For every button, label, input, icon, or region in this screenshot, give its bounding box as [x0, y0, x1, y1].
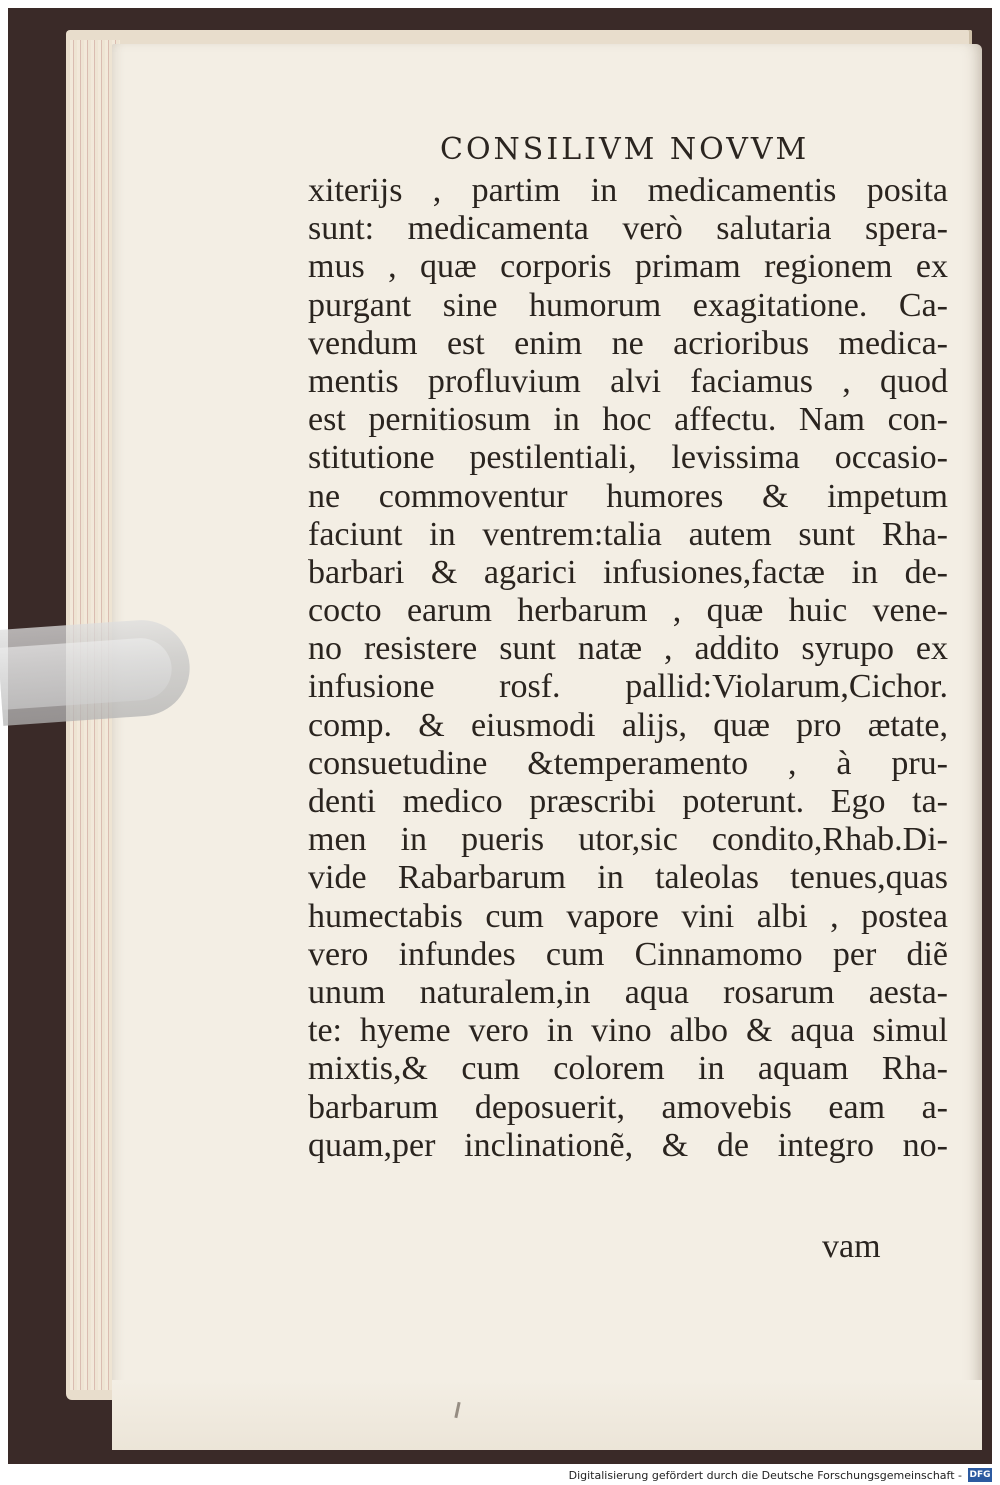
text-line: vero infundes cum Cinnamomo per diẽ — [308, 935, 948, 973]
text-line: no resistere sunt natæ , addito syrupo ex — [308, 630, 948, 668]
text-line: mentis profluvium alvi faciamus , quod — [308, 362, 948, 400]
text-line: consuetudine &temperamento , à pru- — [308, 744, 948, 782]
footer-text: Digitalisierung gefördert durch die Deutsche Forschungsgemeinschaft - — [568, 1468, 962, 1482]
text-line: mus , quæ corporis primam regionem ex — [308, 248, 948, 286]
text-line: xiterijs , partim in medicamentis posita — [308, 172, 948, 209]
text-line: te: hyeme vero in vino albo & aqua simul — [308, 1012, 948, 1050]
text-line: est pernitiosum in hoc affectu. Nam con- — [308, 401, 948, 439]
body-text — [308, 172, 948, 1165]
text-line: unum naturalem,in aqua rosarum aesta- — [308, 973, 948, 1011]
text-line: infusione rosf. pallid:Violarum,Cichor. — [308, 668, 948, 706]
text-line: mixtis,& cum colorem in aquam Rha- — [308, 1050, 948, 1088]
text-line: ne commoventur humores & impetum — [308, 477, 948, 515]
text-line: vendum est enim ne acrioribus medica- — [308, 324, 948, 362]
text-line: stitutione pestilentiali, levissima occasio- — [308, 439, 948, 477]
text-line: vide Rabarbarum in taleolas tenues,quas — [308, 859, 948, 897]
text-line: men in pueris utor,sic condito,Rhab.Di- — [308, 821, 948, 859]
footer — [569, 1468, 992, 1482]
text-line: purgant sine humorum exagitatione. Ca- — [308, 286, 948, 324]
dfg-logo: DFG — [969, 1470, 991, 1480]
text-line: comp. & eiusmodi alijs, quæ pro ætate, — [308, 706, 948, 744]
text-line: barbarum deposuerit, amovebis eam a- — [308, 1088, 948, 1126]
text-line: humectabis cum vapore vini albi , postea — [308, 897, 948, 935]
text-line: denti medico præscribi poterunt. Ego ta- — [308, 783, 948, 820]
running-head: CONSILIVM NOVVM — [440, 132, 810, 167]
text-line: barbari & agarici infusiones,factæ in de- — [308, 553, 948, 591]
text-line: faciunt in ventrem:talia autem sunt Rha- — [308, 515, 948, 553]
page-clip-highlight — [0, 636, 174, 710]
text-line: cocto earum herbarum , quæ huic vene- — [308, 592, 948, 630]
text-line: quam,per inclinationẽ, & de integro no- — [308, 1126, 948, 1164]
catchword: vam — [822, 1228, 881, 1265]
page-bottom-shade — [112, 1380, 982, 1450]
text-line: sunt: medicamenta verò salutaria spera- — [308, 210, 948, 248]
